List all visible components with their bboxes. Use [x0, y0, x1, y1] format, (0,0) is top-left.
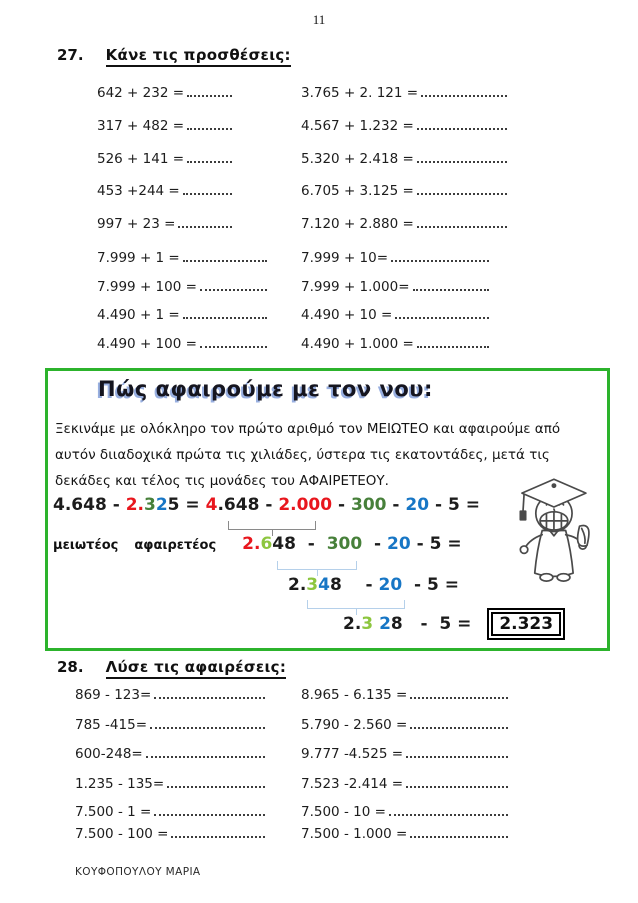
problem-cell [75, 686, 265, 703]
math-expression: 4.490 + 100 = [97, 335, 197, 352]
equation-segment: 4 [205, 495, 218, 515]
subtrahend-label: αφαιρετέος [134, 538, 217, 553]
answer-blank [417, 182, 507, 195]
exercise27-addition-problems-group1 [0, 84, 638, 247]
problem-cell [97, 306, 267, 323]
problem-row [0, 249, 638, 277]
problem-cell [301, 214, 507, 231]
equation-segment: 8 [329, 575, 342, 595]
equation-segment: 8 [390, 614, 403, 634]
math-expression: 869 - 123= [75, 687, 152, 704]
mental-subtraction-info-box [45, 368, 610, 651]
answer-blank [183, 182, 232, 195]
equation-segment: - [259, 495, 279, 515]
math-expression: 7.999 + 1.000= [301, 278, 410, 295]
math-expression: 526 + 141 = [97, 150, 185, 167]
math-expression: 453 +244 = [97, 183, 180, 200]
answer-blank [150, 716, 265, 729]
line2-equation [242, 534, 467, 554]
answer-blank [178, 214, 232, 227]
equation-segment: 300 [351, 495, 387, 515]
math-expression: 4.490 + 10 = [301, 307, 393, 324]
author-footer: ΚΟΥΦΟΠΟΥΛΟΥ ΜΑΡΙΑ [75, 866, 201, 878]
answer-blank [413, 277, 489, 290]
info-box-paragraph: Ξεκινάμε με ολόκληρο τον πρώτο αριθμό τον ΜΕΙΩΤΕΟ και αφαιρούμε από αυτόν διιαδοχικά πρώτα τις χιλιάδες, ύστερα τις εκατοντάδες, μετά τις δεκάδες και τέλος τις μονάδες του ΑΦΑΙΡΕΤΕΟΥ. [55, 421, 561, 489]
math-expression: 600-248= [75, 746, 143, 763]
problem-cell [301, 84, 507, 101]
equation-segment: - [106, 495, 126, 515]
math-expression: 7.523 -2.414 = [301, 776, 404, 793]
exercise27-addition-problems-group2 [0, 249, 638, 363]
subtraction-example-line3 [288, 575, 465, 595]
problem-row [0, 84, 638, 117]
exercise28-title: Λύσε τις αφαιρέσεις: [106, 658, 287, 679]
subtraction-example-line4 [343, 612, 561, 636]
equation-segment: - [332, 495, 351, 515]
equation-segment: 2. [125, 495, 144, 515]
math-expression: 317 + 482 = [97, 118, 185, 135]
math-expression: 7.999 + 1 = [97, 250, 180, 267]
answer-blank [391, 249, 489, 262]
math-expression: 7.500 - 10 = [301, 804, 386, 821]
equation-segment: 4.648 [53, 495, 107, 515]
problem-cell [301, 775, 508, 792]
problem-cell [97, 84, 232, 101]
equation-segment: 6 [260, 534, 273, 554]
answer-blank [406, 775, 508, 788]
answer-blank [410, 825, 508, 838]
problem-row [0, 334, 638, 362]
answer-blank [417, 117, 507, 130]
problem-cell [75, 825, 265, 842]
math-expression: 7.500 - 1 = [75, 804, 152, 821]
equation-segment: 3 [143, 495, 156, 515]
math-expression: 8.965 - 6.135 = [301, 687, 408, 704]
equation-segment: 300 [326, 534, 363, 554]
problem-row [0, 803, 638, 825]
problem-cell [97, 334, 267, 351]
answer-blank [167, 775, 265, 788]
math-expression: 4.490 + 1 = [97, 307, 180, 324]
problem-row [0, 306, 638, 334]
problem-cell [75, 716, 265, 733]
problem-row [0, 117, 638, 150]
problem-row [0, 825, 638, 847]
math-expression: 3.765 + 2. 121 = [301, 85, 419, 102]
problem-row [0, 214, 638, 247]
math-expression: 7.999 + 100 = [97, 278, 197, 295]
equation-segment: 2.000 [278, 495, 333, 515]
problem-row [0, 716, 638, 745]
equation-segment: 2. [288, 575, 307, 595]
answer-blank [410, 686, 508, 699]
math-expression: 4.567 + 1.232 = [301, 118, 414, 135]
exercise28-subtraction-problems [0, 686, 638, 847]
answer-blank [200, 334, 267, 347]
equation-segment: 20 [378, 575, 403, 595]
exercise27-number: 27. [57, 46, 84, 64]
problem-cell [301, 803, 508, 820]
answer-blank [183, 249, 267, 262]
equation-segment: - [386, 495, 406, 515]
problem-row [0, 277, 638, 305]
answer-blank [389, 803, 508, 816]
equation-segment: - [362, 534, 388, 554]
math-expression: 9.777 -4.525 = [301, 746, 404, 763]
math-expression: 1.235 - 135= [75, 776, 165, 793]
answer-blank [183, 306, 267, 319]
problem-cell [301, 334, 489, 351]
math-expression: 5.790 - 2.560 = [301, 717, 408, 734]
problem-cell [97, 277, 267, 294]
equation-segment: - 5 = [429, 495, 486, 515]
problem-cell [301, 306, 489, 323]
math-expression: 7.120 + 2.880 = [301, 215, 414, 232]
subtraction-example-line1 [53, 495, 486, 515]
equation-segment: 2. [343, 614, 362, 634]
problem-cell [97, 117, 232, 134]
equation-segment: - 5 = [402, 575, 465, 595]
problem-cell [301, 745, 508, 762]
problem-row [0, 775, 638, 803]
math-expression: 4.490 + 1.000 = [301, 335, 414, 352]
line4-equation [343, 614, 477, 634]
equation-segment: - 5 = [402, 614, 478, 634]
equation-segment: 48 [272, 534, 296, 554]
problem-cell [75, 803, 265, 820]
problem-row [0, 149, 638, 182]
problem-row [0, 745, 638, 775]
equation-segment: = [179, 495, 206, 515]
math-expression: 642 + 232 = [97, 85, 185, 102]
problem-cell [301, 686, 508, 703]
problem-cell [301, 182, 507, 199]
problem-row [0, 182, 638, 215]
minuend-label: μειωτέος [53, 538, 119, 553]
problem-cell [301, 716, 508, 733]
equation-segment: - 5 = [410, 534, 468, 554]
math-expression: 7.500 - 1.000 = [301, 826, 408, 843]
answer-blank [410, 716, 508, 729]
problem-cell [97, 249, 267, 266]
math-expression: 7.999 + 10= [301, 250, 389, 267]
problem-cell [301, 249, 489, 266]
problem-row [0, 686, 638, 716]
equation-segment: 2. [242, 534, 261, 554]
problem-cell [75, 745, 265, 762]
answer-blank [417, 149, 507, 162]
equation-segment: - [295, 534, 327, 554]
answer-blank [187, 84, 232, 97]
equation-segment: .648 [217, 495, 260, 515]
answer-blank [154, 803, 265, 816]
equation-segment: - [341, 575, 379, 595]
equation-segment: 3 [306, 575, 319, 595]
problem-cell [301, 277, 489, 294]
answer-blank [395, 306, 489, 319]
equation-segment: 20 [387, 534, 411, 554]
math-expression: 5.320 + 2.418 = [301, 150, 414, 167]
problem-cell [301, 117, 507, 134]
answer-blank [421, 84, 507, 97]
math-expression: 7.500 - 100 = [75, 826, 169, 843]
equation-segment: 2 [379, 614, 391, 634]
problem-cell [75, 775, 265, 792]
answer-blank [171, 825, 265, 838]
answer-blank [146, 745, 265, 758]
answer-blank [187, 149, 232, 162]
math-expression: 6.705 + 3.125 = [301, 183, 414, 200]
math-expression: 785 -415= [75, 717, 148, 734]
page-number: 11 [312, 12, 326, 27]
exercise28-number: 28. [57, 658, 84, 676]
answer-blank [154, 686, 265, 699]
answer-blank [417, 334, 489, 347]
subtraction-example-line2 [53, 534, 468, 554]
info-box-title: Πώς αφαιρούμε με τον νου: [98, 377, 433, 401]
exercise28-header [57, 658, 286, 676]
equation-segment: 4 [318, 575, 330, 595]
math-expression: 997 + 23 = [97, 215, 176, 232]
answer-blank [200, 277, 267, 290]
problem-cell [97, 149, 232, 166]
underbrace-connector-blue-1 [277, 561, 357, 570]
equation-segment: 20 [405, 495, 430, 515]
problem-cell [97, 214, 232, 231]
answer-blank [187, 117, 232, 130]
underbrace-connector-blue-2 [307, 600, 405, 609]
equation-segment: 3 [361, 614, 374, 634]
answer-blank [417, 214, 507, 227]
exercise27-title: Κάνε τις προσθέσεις: [106, 46, 291, 67]
problem-cell [301, 825, 508, 842]
graduate-student-cartoon-icon [511, 475, 599, 587]
underbrace-connector-gray [228, 521, 316, 530]
equation-segment: 2 [155, 495, 168, 515]
exercise27-header [57, 46, 291, 64]
problem-cell [97, 182, 232, 199]
answer-blank [406, 745, 508, 758]
problem-cell [301, 149, 507, 166]
equation-segment: 5 [167, 495, 180, 515]
final-answer-box: 2.323 [491, 612, 561, 636]
